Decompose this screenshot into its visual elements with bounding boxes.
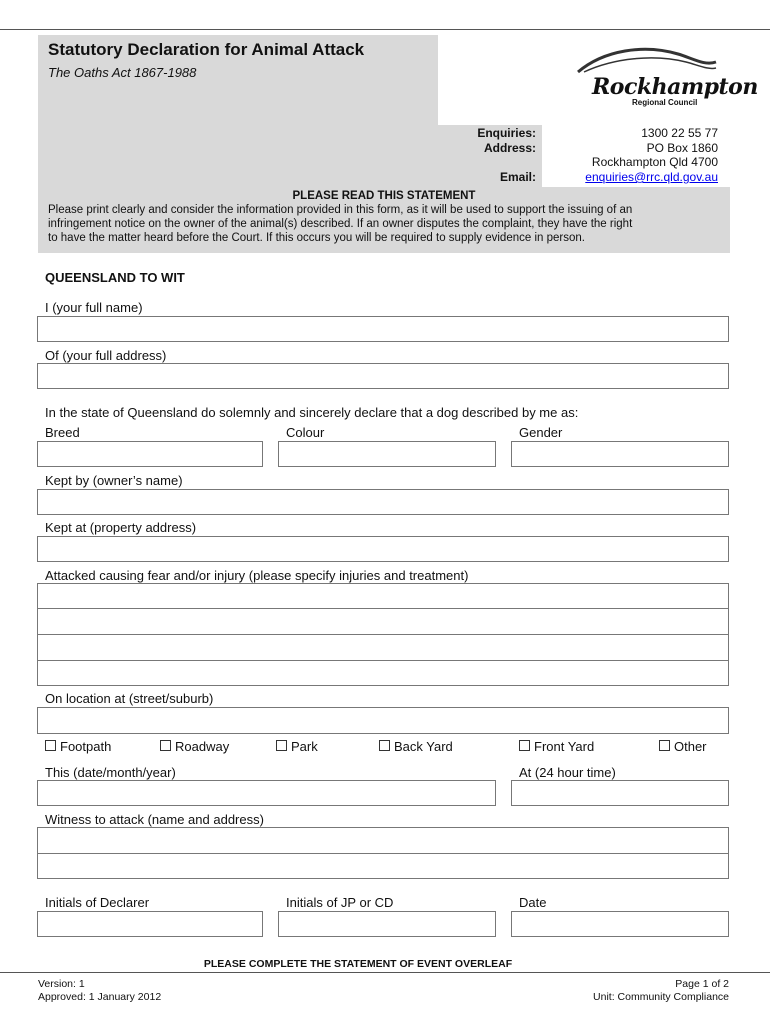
signature-date-label: Date	[519, 895, 547, 910]
checkbox-label: Park	[291, 739, 318, 754]
contact-label-panel	[38, 125, 542, 187]
checkbox-label: Back Yard	[394, 739, 453, 754]
colour-label: Colour	[286, 425, 325, 440]
initials-declarer-label: Initials of Declarer	[45, 895, 150, 910]
top-rule	[0, 29, 770, 30]
witness-label: Witness to attack (name and address)	[45, 812, 264, 827]
initials-jp-label: Initials of JP or CD	[286, 895, 394, 910]
approved-text: Approved: 1 January 2012	[38, 991, 162, 1003]
time-label: At (24 hour time)	[519, 765, 616, 780]
full-name-field[interactable]	[37, 316, 729, 342]
logo-subtext: Regional Council	[632, 98, 698, 107]
breed-field[interactable]	[37, 441, 263, 467]
address-line-1: PO Box 1860	[646, 141, 718, 155]
checkbox-roadway[interactable]	[160, 739, 229, 754]
checkbox-front-yard[interactable]	[519, 739, 594, 754]
checkbox-back-yard[interactable]	[379, 739, 453, 754]
address-line-2: Rockhampton Qld 4700	[591, 155, 718, 169]
checkbox-label: Roadway	[175, 739, 230, 754]
checkbox-label: Front Yard	[534, 739, 595, 754]
gender-field[interactable]	[511, 441, 729, 467]
initials-declarer-field[interactable]	[37, 911, 263, 937]
kept-at-field[interactable]	[37, 536, 729, 562]
full-name-label: I (your full name)	[45, 300, 143, 315]
statement-heading: PLEASE READ THIS STATEMENT	[292, 190, 476, 202]
time-field[interactable]	[511, 780, 729, 806]
checkbox-square-icon	[45, 740, 56, 751]
council-logo	[574, 40, 758, 110]
statement-line-2: infringement notice on the owner of the animal(s) described. If an owner disputes the complaint, they have the right	[48, 218, 633, 230]
breed-label: Breed	[45, 425, 80, 440]
form-title: Statutory Declaration for Animal Attack	[48, 40, 365, 59]
location-field[interactable]	[37, 707, 729, 734]
email-link[interactable]: enquiries@rrc.qld.gov.au	[585, 170, 718, 184]
injury-field-line-4[interactable]	[37, 660, 729, 686]
injury-field-line-3[interactable]	[37, 634, 729, 661]
logo-wordmark: Rockhampton	[592, 74, 758, 100]
enquiries-label: Enquiries:	[477, 126, 536, 140]
overleaf-notice: PLEASE COMPLETE THE STATEMENT OF EVENT OVERLEAF	[203, 958, 513, 970]
statement-line-1: Please print clearly and consider the information provided in this form, as it will be used to support the issuing of an	[48, 204, 633, 216]
page-number: Page 1 of 2	[675, 978, 729, 990]
kept-by-label: Kept by (owner’s name)	[45, 473, 183, 488]
injury-field-line-1[interactable]	[37, 583, 729, 609]
signature-date-field[interactable]	[511, 911, 729, 937]
address-label: Address:	[483, 141, 536, 155]
attacked-label: Attacked causing fear and/or injury (please specify injuries and treatment)	[45, 568, 469, 583]
checkbox-other[interactable]	[659, 739, 707, 754]
checkbox-square-icon	[519, 740, 530, 751]
full-address-label: Of (your full address)	[45, 348, 167, 363]
witness-field-line-2[interactable]	[37, 853, 729, 879]
date-field[interactable]	[37, 780, 496, 806]
location-label: On location at (street/suburb)	[45, 691, 214, 706]
version-text: Version: 1	[38, 978, 85, 990]
checkbox-square-icon	[379, 740, 390, 751]
footer-rule	[0, 972, 770, 973]
form-subtitle: The Oaths Act 1867-1988	[48, 65, 197, 80]
checkbox-footpath[interactable]	[45, 739, 111, 754]
checkbox-square-icon	[160, 740, 171, 751]
witness-field-line-1[interactable]	[37, 827, 729, 854]
initials-jp-field[interactable]	[278, 911, 496, 937]
checkbox-label: Footpath	[60, 739, 112, 754]
date-label: This (date/month/year)	[45, 765, 176, 780]
section-heading: QUEENSLAND TO WIT	[45, 270, 185, 285]
checkbox-square-icon	[276, 740, 287, 751]
injury-field-line-2[interactable]	[37, 608, 729, 635]
checkbox-park[interactable]	[276, 739, 318, 754]
colour-field[interactable]	[278, 441, 496, 467]
checkbox-label: Other	[674, 739, 707, 754]
kept-by-field[interactable]	[37, 489, 729, 515]
gender-label: Gender	[519, 425, 563, 440]
statement-line-3: to have the matter heard before the Court. If this occurs you will be required to supply evidence in person.	[48, 232, 585, 244]
checkbox-square-icon	[659, 740, 670, 751]
full-address-field[interactable]	[37, 363, 729, 389]
kept-at-label: Kept at (property address)	[45, 520, 197, 535]
email-label: Email:	[499, 170, 536, 184]
unit-text: Unit: Community Compliance	[593, 991, 729, 1003]
declaration-text: In the state of Queensland do solemnly and sincerely declare that a dog described by me as:	[45, 405, 579, 420]
enquiries-value: 1300 22 55 77	[641, 126, 718, 140]
